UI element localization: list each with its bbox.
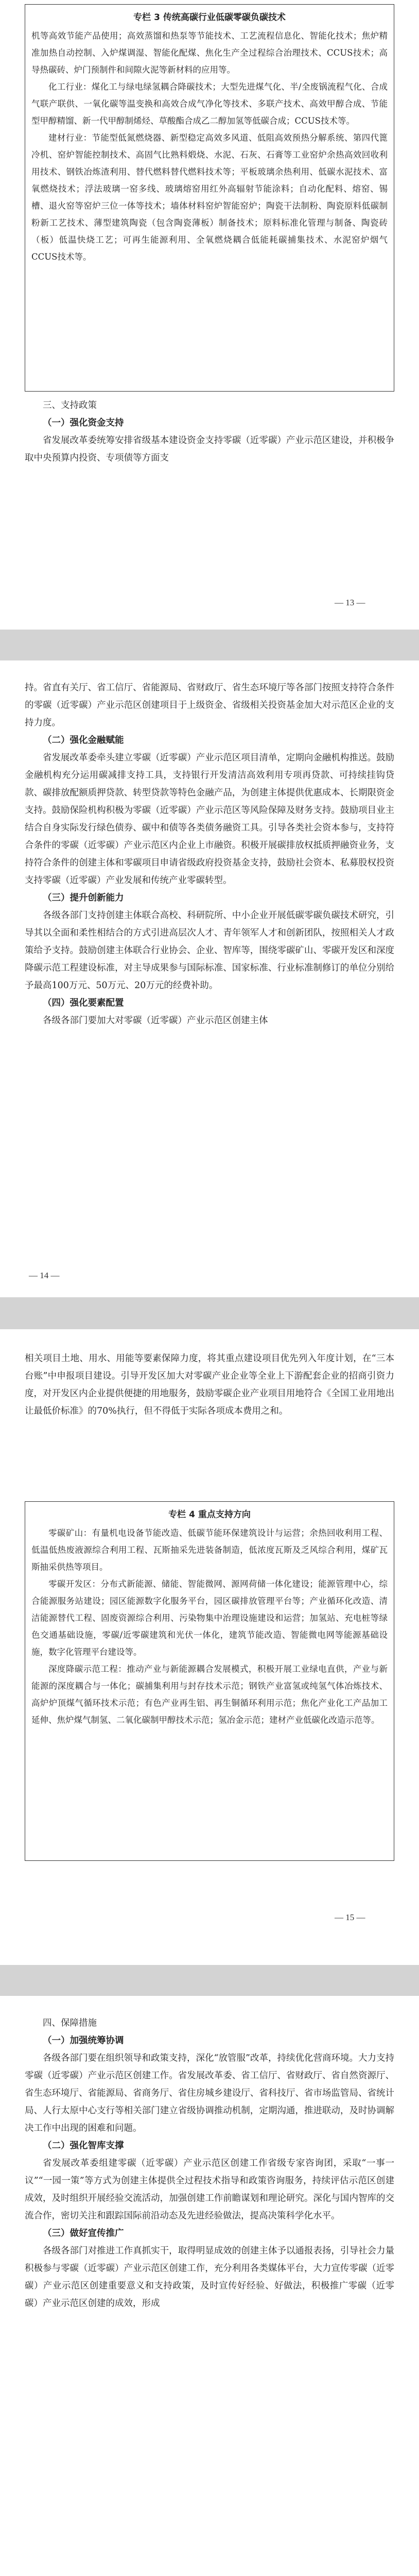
box-paragraph: 化工行业：煤化工与绿电绿氢耦合降碳技术；大型先进煤气化、半/全废锅流程气化、合成气联产联供、一氧化碳等温变换和高效合成气净化等技术、多联产技术、高效甲醇合成、节能型甲醇精馏、新一代甲醇制烯烃、草酸酯合成乙二醇加氢等低碳合成；CCUS技术等。	[31, 82, 388, 126]
paragraph: 各级各部门要加大对零碳（近零碳）产业示范区创建主体	[43, 1015, 268, 1026]
sub-heading: （二）强化智库支撑	[43, 2141, 124, 2151]
section-heading: 四、保障措施	[43, 2018, 97, 2028]
box-paragraph: 建材行业：节能型低氮燃烧器、新型稳定高效多风道、低阻高效预热分解系统、第四代篦冷机、窑炉智能控制技术、高固气比熟料煅烧、水泥、石灰、石膏等工业窑炉余热高效回收利用技术、钢铁冶炼渣利用、替代燃料替代燃料技术等；平板玻璃余热利用、低碳水泥技术、富氧燃烧技术；浮法玻璃一窑多线、玻璃熔窑用红外高辐射节能涂料；自动化配料、熔窑、锡槽、退火窑等窑炉三位一体等技术；墙体材料窑炉智能窑炉；陶瓷干法制粉、陶瓷原料低碳制粉新工艺技术、薄型建筑陶瓷（包含陶瓷薄板）制备技术；原料标准化管理与制备、陶瓷砖（板）低温快烧工艺；可再生能源利用、全氧燃烧耦合低能耗碳捕集技术、水泥窑炉烟气CCUS技术等。	[31, 133, 388, 262]
sub-heading: （三）提升创新能力	[43, 893, 124, 903]
sub-heading: （三）做好宣传推广	[43, 2228, 124, 2239]
box-item-label: 零碳矿山：	[48, 1528, 92, 1538]
box-item-text: 有量机电设备节能改造、低碳节能环保建筑设计与运营；余热回收利用工程、低温低热废液源综合利用工程、瓦斯抽采先进装备制造，低浓度瓦斯及乏风综合利用，煤矿瓦斯抽采供热等项目。	[31, 1528, 388, 1572]
column-box-title: 专栏 3 传统高碳行业低碳零碳负碳技术	[133, 12, 286, 23]
paragraph: 各级各部门对推进工作真抓实干，取得明显成效的创建主体予以通报表扬，引导社会力量积极参与零碳（近零碳）产业示范区创建工作，充分利用各类媒体平台，大力宣传零碳（近零碳）产业示范区创建重要意义和支持政策，及时宣传好经验、好做法，积极推广零碳（近零碳）产业示范区创建的成效，形成	[25, 2246, 394, 2309]
sub-heading: （二）强化金融赋能	[43, 735, 124, 745]
box-item-text: 推动产业与新能源耦合发展模式，积极开展工业绿电直供，产业与新能源的深度耦合与一体化；碳捕集利用与封存技术示范；钢铁产业富氢或纯氢气体冶炼技术、高炉炉顶煤气循环技术示范；有色产业再生铝、再生铜循环利用示范；焦化产业化工产品加工延伸、焦炉煤气制氢、二氧化碳制甲醇技术示范；氢冶金示范；建材产业低碳化改造示范等。	[31, 1664, 388, 1725]
page-gap	[0, 1965, 419, 1996]
box-item-label: 深度降碳示范工程：	[48, 1664, 127, 1674]
column-box-title: 专栏 4 重点支持方向	[168, 1510, 251, 1520]
page-gap	[0, 630, 419, 660]
paragraph: 各级各部门要在组织领导和政策支持，深化“放管服”改革，持续优化营商环境。大力支持零碳（近零碳）产业示范区创建工作。省发展改革委、省工信厅、省财政厅、省自然资源厅、省生态环境厅、省能源局、省商务厅、省住房城乡建设厅、省科技厅、省市场监管局、省统计局、人行太原中心支行等相关部门建立省级协调推动机制，定期沟通，推进联动，及时协调解决工作中出现的困难和问题。	[25, 2053, 394, 2133]
box-paragraph: 机等高效节能产品使用；高效蒸馏和热泵等节能技术、工艺流程信息化、智能化技术；焦炉精准加热自动控制、入炉煤调湿、智能化配煤、焦化生产全过程综合治理技术、CCUS技术；高导热碳砖、炉门预制件和间隙火泥等新材料的应用等。	[31, 31, 388, 75]
paragraph: 相关项目土地、用水、用能等要素保障力度，将其重点建设项目优先列入年度计划，在“三本台账”中申报项目建设。引导开发区加大对零碳产业企业等全业上下游配套企业的招商引资力度，对开发区内企业提供便捷的用地服务，鼓励零碳企业产业项目用地符合《全国工业用地出让最低价标准》的70%执行，但不得低于实际各项成本费用之和。	[25, 1353, 394, 1416]
column-box-4	[25, 1501, 394, 1861]
paragraph: 省发展改革委牵头建立零碳（近零碳）产业示范区项目清单，定期向金融机构推送。鼓励金融机构充分运用碳减排支持工具，支持银行开发清洁高效利用专项再贷款、可持续挂钩贷款、碳排放配额质押贷款、转型贷款等特色金融产品，为创建主体提供优惠成本、长期限资金支持。鼓励保险机构积极为零碳（近零碳）产业示范区等风险保障及财务支持。鼓励项目业主结合自身实际发行绿色债券、碳中和债等各类债务融资工具。引导各类社会资本参与，支持符合条件的零碳（近零碳）产业示范区内企业上市融资。积极开展碳排放权抵质押融资业务，支持符合条件的创建主体和零碳项目申请省级政府投资基金支持，鼓励社会资本、私募股权投资支持零碳（近零碳）产业发展和传统产业零碳转型。	[25, 753, 394, 886]
paragraph: 各级各部门支持创建主体联合高校、科研院所、中小企业开展低碳零碳负碳技术研究，引导其以全面和柔性相结合的方式引进高层次人才、青年领军人才和创新团队，按照相关人才政策给予支持。鼓励创建主体联合行业协会、企业、智库等，围绕零碳矿山、零碳开发区和深度降碳示范工程建设标准，对主导成果参与国际标准、国家标准、行业标准制修订的单位分别给予最高100万元、50万元、20万元的经费补助。	[25, 910, 394, 991]
section-heading: 三、支持政策	[43, 400, 97, 411]
sub-heading: （一）强化资金支持	[43, 418, 124, 428]
sub-heading: （四）强化要素配置	[43, 998, 124, 1008]
column-box-3	[25, 4, 394, 392]
page-13	[0, 0, 419, 630]
page-number: — 13 —	[335, 598, 365, 607]
page-number: — 14 —	[29, 1270, 60, 1280]
box-item	[31, 1524, 388, 1575]
paragraph: 省发展改革委组建零碳（近零碳）产业示范区创建工作省级专家咨询团，采取“一事一议”“一园一策”等方式为创建主体提供全过程技术指导和政策咨询服务，持续评估示范区创建成效，及时组织开展经验交流活动，加强创建工作前瞻谋划和理论研究。深化与国内智库的交流合作，密切关注和跟踪国际前沿动态及先进经验做法，提高决策科学化水平。	[25, 2158, 394, 2221]
paragraph: 持。省直有关厅、省工信厅、省能源局、省财政厅、省生态环境厅等各部门按照支持符合条件的零碳（近零碳）产业示范区创建项目于上级资金、省级相关投资基金加大对示范区企业的支持力度。	[25, 683, 394, 728]
box-item-label: 零碳开发区：	[48, 1579, 101, 1589]
page-15	[0, 1329, 419, 1965]
page-16	[0, 1996, 419, 2576]
box-item	[31, 1575, 388, 1660]
page-number: — 15 —	[335, 1912, 365, 1922]
box-item	[31, 1660, 388, 1728]
page-gap	[0, 1297, 419, 1329]
page-14	[0, 660, 419, 1297]
box-item-text: 分布式新能源、储能、智能微网、源网荷储一体化建设；能源管理中心，综合能源服务站建设；园区能源数字化服务平台，园区碳排放管理平台等；产业循环化改造、清洁能源替代工程、固废资源综合利用、污染物集中治理设施建设和运营；加氢站、充电桩等绿色交通基础设施，零碳/近零碳建筑和光伏一体化，建筑节能改造、智能微电网等能源基础设施，数字化管理平台建设等。	[31, 1579, 388, 1657]
paragraph: 省发展改革委统筹安排省级基本建设资金支持零碳（近零碳）产业示范区建设，并积极争取中央预算内投资、专项债等方面支	[25, 435, 394, 463]
sub-heading: （一）加强统筹协调	[43, 2036, 124, 2046]
